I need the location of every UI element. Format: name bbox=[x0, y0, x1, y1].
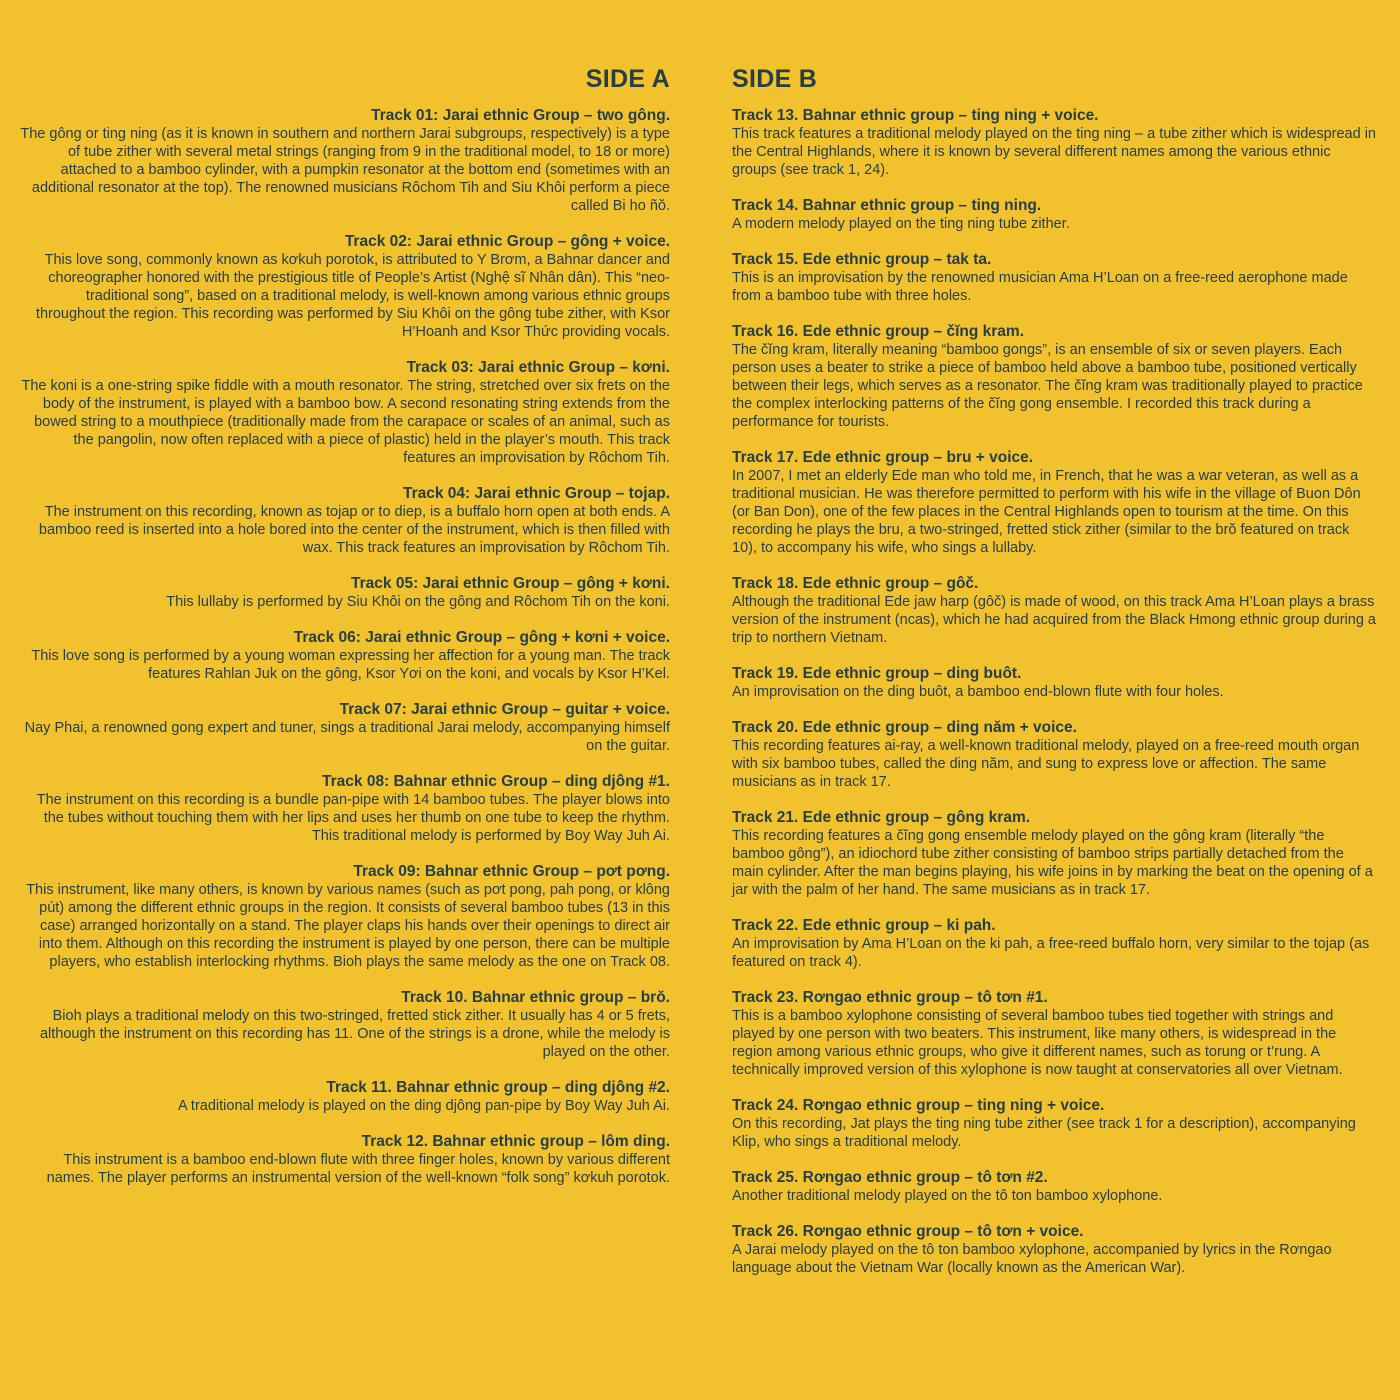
track-12 bbox=[20, 1133, 670, 1187]
track-title: Track 02: Jarai ethnic Group – gông + voice. bbox=[344, 233, 670, 250]
track-title: Track 07: Jarai ethnic Group – guitar + voice. bbox=[339, 701, 670, 718]
track-title: Track 25. Rơngao ethnic group – tô tơn #2. bbox=[732, 1169, 1048, 1186]
track-15 bbox=[732, 251, 1377, 305]
track-title: Track 10. Bahnar ethnic group – brŏ. bbox=[401, 989, 670, 1006]
track-21 bbox=[732, 809, 1377, 899]
track-title: Track 24. Rơngao ethnic group – ting ning + voice. bbox=[732, 1097, 1105, 1114]
track-description: The gông or ting ning (as it is known in southern and northern Jarai subgroups, respectively) is a type of tube zither with several metal strings (ranging from 9 in the traditional model, to 18 or more) attached to a bamboo cylinder, with a pumpkin resonator at the bottom end (sometimes with an additional resonator at the top). The renowned musicians Rôchom Tih and Siu Khôi perform a piece called Bi ho ñŏ. bbox=[20, 126, 670, 214]
track-07 bbox=[20, 701, 670, 755]
track-09 bbox=[20, 863, 670, 971]
track-description: The instrument on this recording is a bundle pan-pipe with 14 bamboo tubes. The player blows into the tubes without touching them with her lips and uses her thumb on one tube to keep the rhythm. This traditional melody is performed by Boy Way Juh Ai. bbox=[36, 792, 670, 844]
track-05 bbox=[20, 575, 670, 611]
track-title: Track 23. Rơngao ethnic group – tô tơn #1. bbox=[732, 989, 1048, 1006]
track-04 bbox=[20, 485, 670, 557]
track-description: Although the traditional Ede jaw harp (gôč) is made of wood, on this track Ama H’Loan plays a brass version of the instrument (ncas), which he had acquired from the Black Hmong ethnic group during a trip to northern Vietnam. bbox=[732, 594, 1376, 646]
track-title: Track 22. Ede ethnic group – ki pah. bbox=[732, 917, 996, 934]
track-06 bbox=[20, 629, 670, 683]
track-description: The čĭng kram, literally meaning “bamboo gongs”, is an ensemble of six or seven players. Each person uses a beater to strike a piece of bamboo held above a bamboo tube, positioned vertically between their legs, which serves as a resonator. The čĭng kram was traditionally played to practice the complex interlocking patterns of the čĭng gong ensemble. I recorded this track during a performance for tourists. bbox=[732, 342, 1363, 430]
track-18 bbox=[732, 575, 1377, 647]
track-description: Bioh plays a traditional melody on this two-stringed, fretted stick zither. It usually has 4 or 5 frets, although the instrument on this recording has 11. One of the strings is a drone, while the melody is played on the other. bbox=[39, 1008, 670, 1060]
track-description: This is a bamboo xylophone consisting of several bamboo tubes tied together with strings and played by one person with two beaters. This instrument, like many others, is widespread in the region among various ethnic groups, who give it different names, such as torung or t’rung. A technically improved version of this xylophone is now taught at conservatories all over Vietnam. bbox=[732, 1008, 1343, 1078]
track-description: This is an improvisation by the renowned musician Ama H’Loan on a free-reed aerophone made from a bamboo tube with three holes. bbox=[732, 270, 1348, 304]
track-25 bbox=[732, 1169, 1377, 1205]
track-20 bbox=[732, 719, 1377, 791]
track-description: Nay Phai, a renowned gong expert and tuner, sings a traditional Jarai melody, accompanying himself on the guitar. bbox=[24, 720, 670, 754]
track-10 bbox=[20, 989, 670, 1061]
track-title: Track 11. Bahnar ethnic group – ding djông #2. bbox=[326, 1079, 670, 1096]
track-description: A traditional melody is played on the ding djông pan-pipe by Boy Way Juh Ai. bbox=[178, 1098, 670, 1114]
track-description: This love song, commonly known as kơkuh porotok, is attributed to Y Brơm, a Bahnar dancer and choreographer honored with the prestigious title of People’s Artist (Nghệ sĩ Nhân dân). This “neo-traditional song”, based on a traditional melody, is well-known among various ethnic groups throughout the region. This recording was performed by Siu Khôi on the gông tube zither, with Ksor H’Hoanh and Ksor Thức providing vocals. bbox=[35, 252, 670, 340]
track-description: An improvisation on the ding buôt, a bamboo end-blown flute with four holes. bbox=[732, 684, 1224, 700]
track-description: This track features a traditional melody played on the ting ning – a tube zither which is widespread in the Central Highlands, where it is known by several different names among the various ethnic groups (see track 1, 24). bbox=[732, 126, 1376, 178]
track-01 bbox=[20, 107, 670, 215]
side-a-column bbox=[20, 64, 670, 1205]
track-title: Track 03: Jarai ethnic Group – kơni. bbox=[406, 359, 670, 376]
track-description: A Jarai melody played on the tô ton bamboo xylophone, accompanied by lyrics in the Rơngao language about the Vietnam War (locally known as the American War). bbox=[732, 1242, 1332, 1276]
track-22 bbox=[732, 917, 1377, 971]
side-b-column bbox=[732, 64, 1377, 1295]
track-description: An improvisation by Ama H’Loan on the ki pah, a free-reed buffalo horn, very similar to the tojap (as featured on track 4). bbox=[732, 936, 1370, 970]
track-title: Track 19. Ede ethnic group – ding buôt. bbox=[732, 665, 1022, 682]
track-title: Track 26. Rơngao ethnic group – tô tơn + voice. bbox=[732, 1223, 1084, 1240]
track-title: Track 17. Ede ethnic group – bru + voice. bbox=[732, 449, 1034, 466]
side-b-heading: SIDE B bbox=[732, 65, 818, 93]
track-title: Track 20. Ede ethnic group – ding năm + voice. bbox=[732, 719, 1077, 736]
track-title: Track 05: Jarai ethnic Group – gông + kơni. bbox=[351, 575, 670, 592]
track-title: Track 13. Bahnar ethnic group – ting ning + voice. bbox=[732, 107, 1099, 124]
track-description: This lullaby is performed by Siu Khôi on the gông and Rôchom Tih on the koni. bbox=[166, 594, 670, 610]
track-08 bbox=[20, 773, 670, 845]
track-description: This love song is performed by a young woman expressing her affection for a young man. The track features Rahlan Juk on the gông, Ksor Yơi on the koni, and vocals by Ksor H’Kel. bbox=[31, 648, 670, 682]
track-description: This instrument is a bamboo end-blown flute with three finger holes, known by various different names. The player performs an instrumental version of the well-known “folk song” kơkuh porotok. bbox=[46, 1152, 670, 1186]
track-title: Track 04: Jarai ethnic Group – tojap. bbox=[402, 485, 670, 502]
track-23 bbox=[732, 989, 1377, 1079]
track-17 bbox=[732, 449, 1377, 557]
track-16 bbox=[732, 323, 1377, 431]
track-13 bbox=[732, 107, 1377, 179]
track-description: The koni is a one-string spike fiddle with a mouth resonator. The string, stretched over six frets on the body of the instrument, is played with a bamboo bow. A second resonating string extends from the bowed string to a mouthpiece (traditionally made from the carapace or scales of an animal, such as the pangolin, now often replaced with a piece of plastic) held in the player’s mouth. This track features an improvisation by Rôchom Tih. bbox=[21, 378, 670, 466]
track-description: In 2007, I met an elderly Ede man who told me, in French, that he was a war veteran, as well as a traditional musician. He was therefore permitted to perform with his wife in the village of Buon Dôn (or Ban Don), one of the few places in the Central Highlands open to tourism at the time. On this recording he plays the bru, a two-stringed, fretted stick zither (similar to the brŏ featured on track 10), to accompany his wife, who sings a lullaby. bbox=[732, 468, 1361, 556]
track-11 bbox=[20, 1079, 670, 1115]
track-description: Another traditional melody played on the tô ton bamboo xylophone. bbox=[732, 1188, 1163, 1204]
track-description: This recording features a čĭng gong ensemble melody played on the gông kram (literally “the bamboo gông”), an idiochord tube zither consisting of bamboo strips partially detached from the main cylinder. After the man begins playing, his wife joins in by marking the beat on the opening of a jar with the palm of her hand. The same musicians as in track 17. bbox=[732, 828, 1373, 898]
track-02 bbox=[20, 233, 670, 341]
track-03 bbox=[20, 359, 670, 467]
track-title: Track 01: Jarai ethnic Group – two gông. bbox=[371, 107, 670, 124]
track-title: Track 18. Ede ethnic group – gôč. bbox=[732, 575, 979, 592]
track-title: Track 21. Ede ethnic group – gông kram. bbox=[732, 809, 1031, 826]
track-title: Track 14. Bahnar ethnic group – ting ning. bbox=[732, 197, 1042, 214]
track-title: Track 09: Bahnar ethnic Group – pơt pơng. bbox=[353, 863, 670, 880]
track-description: This recording features ai-ray, a well-known traditional melody, played on a free-reed mouth organ with six bamboo tubes, called the ding năm, and sung to express love or affection. The same musicians as in track 17. bbox=[732, 738, 1360, 790]
track-description: The instrument on this recording, known as tojap or to diep, is a buffalo horn open at both ends. A bamboo reed is inserted into a hole bored into the center of the instrument, which is then filled with wax. This track features an improvisation by Rôchom Tih. bbox=[38, 504, 670, 556]
track-19 bbox=[732, 665, 1377, 701]
track-14 bbox=[732, 197, 1377, 233]
track-title: Track 16. Ede ethnic group – čĭng kram. bbox=[732, 323, 1025, 340]
track-title: Track 06: Jarai ethnic Group – gông + kơni + voice. bbox=[293, 629, 670, 646]
track-26 bbox=[732, 1223, 1377, 1277]
track-title: Track 15. Ede ethnic group – tak ta. bbox=[732, 251, 992, 268]
side-a-heading: SIDE A bbox=[585, 65, 670, 93]
track-description: On this recording, Jat plays the ting ning tube zither (see track 1 for a description), accompanying Klip, who sings a traditional melody. bbox=[732, 1116, 1356, 1150]
track-24 bbox=[732, 1097, 1377, 1151]
track-description: This instrument, like many others, is known by various names (such as pơt pong, pah pong, or klông pút) among the different ethnic groups in the region. It consists of several bamboo tubes (13 in this case) arranged horizontally on a stand. The player claps his hands over their openings to direct air into them. Although on this recording the instrument is played by one person, there can be multiple players, who establish interlocking rhythms. Bioh plays the same melody as the one on Track 08. bbox=[26, 882, 670, 970]
track-title: Track 12. Bahnar ethnic group – lôm ding. bbox=[361, 1133, 670, 1150]
track-title: Track 08: Bahnar ethnic Group – ding djông #1. bbox=[322, 773, 670, 790]
track-description: A modern melody played on the ting ning tube zither. bbox=[732, 216, 1070, 232]
